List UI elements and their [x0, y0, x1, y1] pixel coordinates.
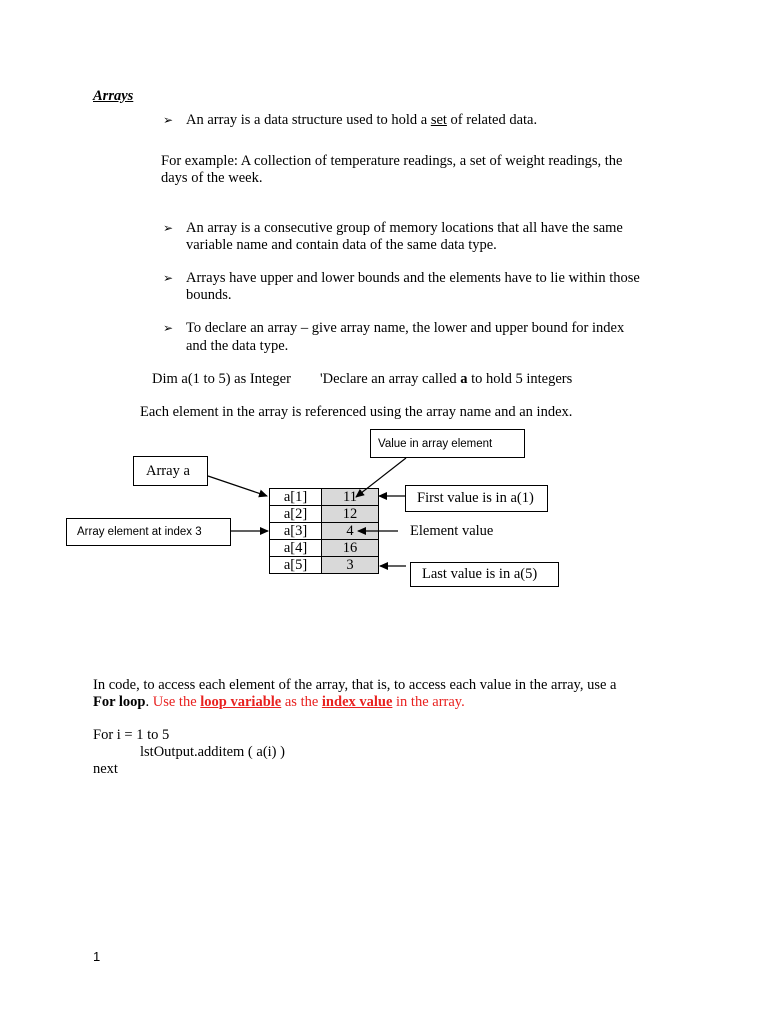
arrow-bullet-icon: ➢ [163, 113, 174, 127]
referenced-sentence: Each element in the array is referenced using the array name and an index. [140, 404, 573, 420]
bullet-bounds-line-2: bounds. [186, 287, 232, 303]
page-number: 1 [93, 949, 101, 964]
index-callout-label: Array element at index 3 [77, 526, 202, 538]
array-value-cell: 12 [322, 506, 379, 523]
array-index-cell: a[1] [270, 489, 322, 506]
code-intro-line-1: In code, to access each element of the array, that is, to access each value in the array, use a [93, 677, 617, 693]
page-title: Arrays [93, 88, 134, 104]
array-value-cell: 3 [322, 557, 379, 574]
arrow-bullet-icon: ➢ [163, 271, 174, 285]
array-value-cell: 16 [322, 540, 379, 557]
arrow-array-to-table [208, 476, 267, 496]
array-value-cell: 4 [322, 523, 379, 540]
declare-comment: 'Declare an array called a to hold 5 integers [320, 371, 573, 387]
bullet-bounds-line-1: Arrays have upper and lower bounds and the elements have to lie within those [186, 270, 640, 286]
array-index-cell: a[2] [270, 506, 322, 523]
array-name-label: Array a [146, 462, 190, 479]
array-index-cell: a[4] [270, 540, 322, 557]
array-value-cell: 11 [322, 489, 379, 506]
last-value-label: Last value is in a(5) [422, 566, 538, 582]
array-index-cell: a[3] [270, 523, 322, 540]
code-intro-line-2: For loop. Use the loop variable as the index value in the array. [93, 694, 465, 710]
declare-code: Dim a(1 to 5) as Integer [152, 371, 291, 387]
code-line-1: For i = 1 to 5 [93, 727, 170, 743]
value-callout-label: Value in array element [378, 437, 493, 450]
arrow-value-to-cell [356, 458, 406, 497]
bullet-definition: An array is a data structure used to hold a set of related data. [186, 112, 538, 128]
example-line-1: For example: A collection of temperature readings, a set of weight readings, the [161, 153, 623, 169]
example-line-2: days of the week. [161, 170, 263, 186]
code-line-2: lstOutput.additem ( a(i) ) [140, 744, 285, 760]
first-value-label: First value is in a(1) [417, 490, 534, 506]
code-line-3: next [93, 761, 118, 777]
element-value-label: Element value [410, 523, 494, 539]
arrow-bullet-icon: ➢ [163, 221, 174, 235]
arrow-bullet-icon: ➢ [163, 321, 174, 335]
bullet-consecutive-line-1: An array is a consecutive group of memory locations that all have the same [186, 220, 623, 236]
bullet-consecutive-line-2: variable name and contain data of the same data type. [186, 237, 497, 253]
bullet-declare-line-1: To declare an array – give array name, the lower and upper bound for index [186, 320, 625, 336]
bullet-declare-line-2: and the data type. [186, 338, 289, 354]
array-index-cell: a[5] [270, 557, 322, 574]
